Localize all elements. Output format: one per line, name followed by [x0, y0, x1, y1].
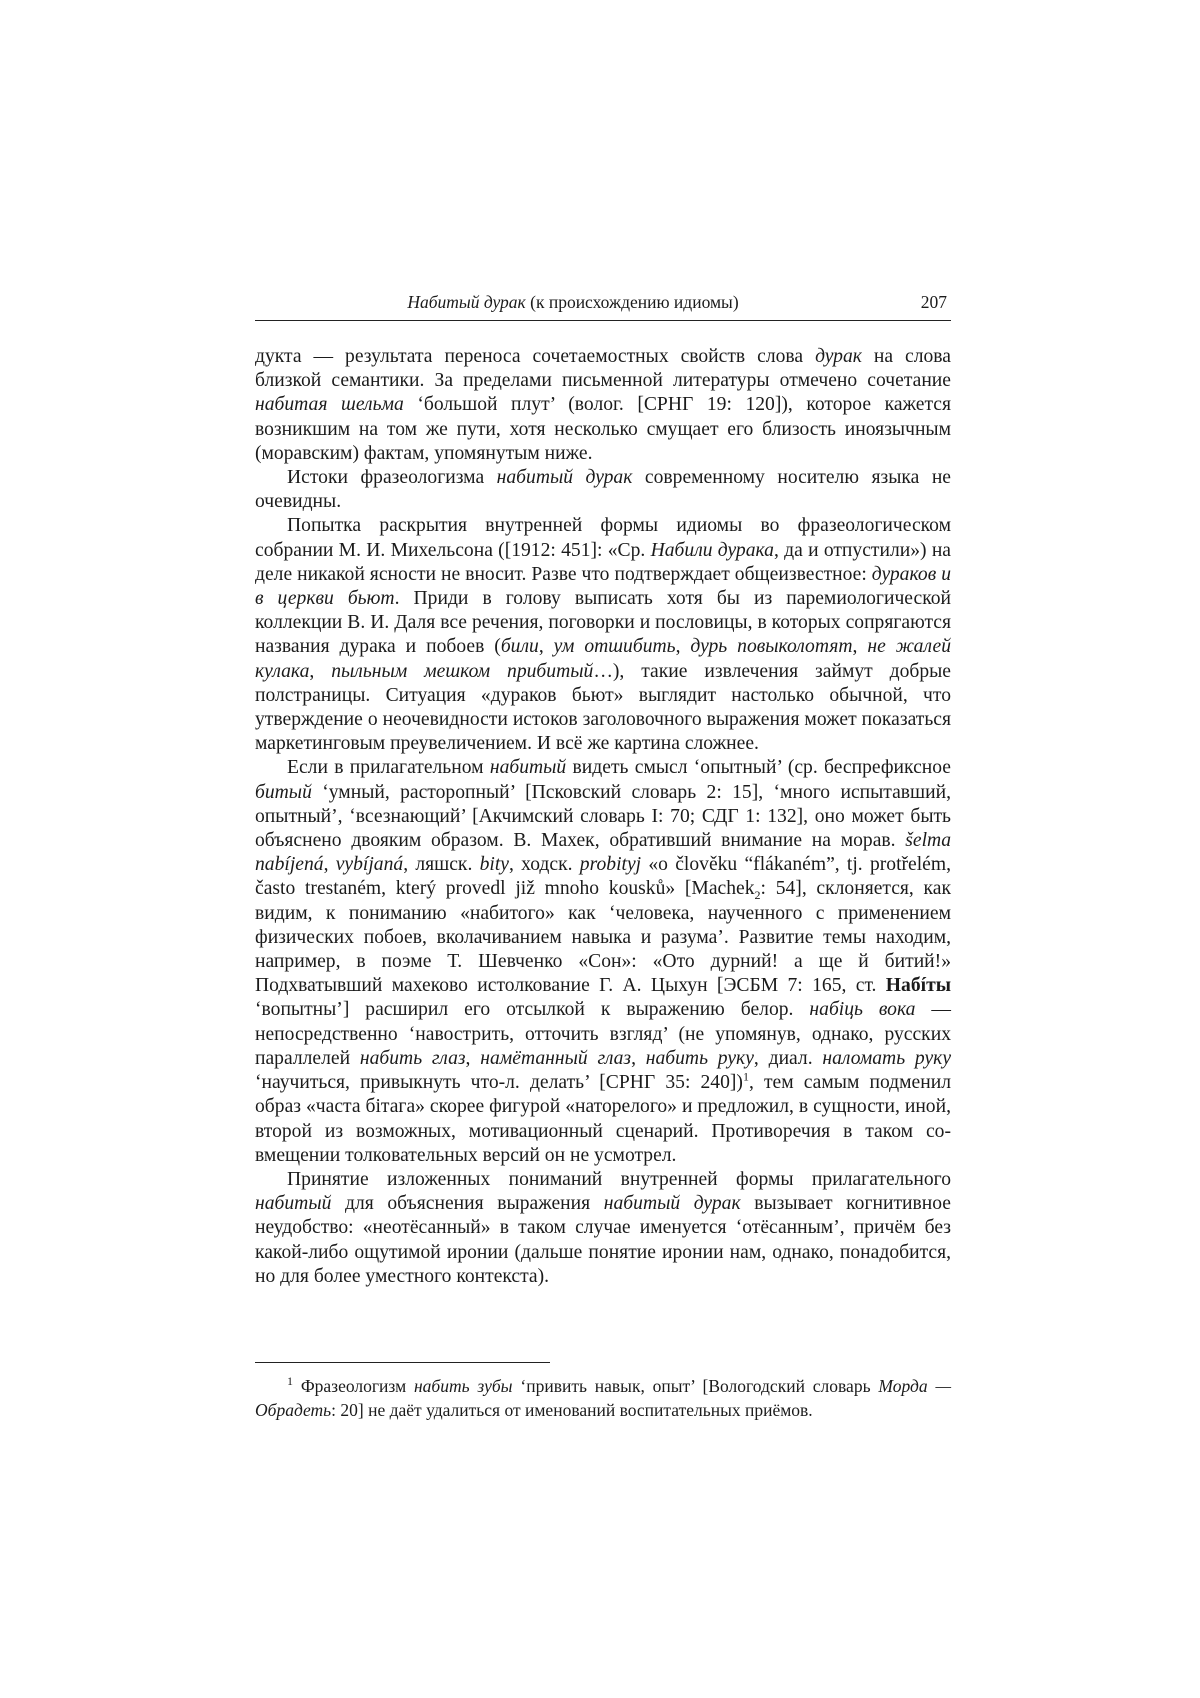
italic-term: намётанный глаз — [480, 1047, 632, 1069]
text-run: видеть смысл ‘опытный’ (ср. беспрефиксное — [566, 757, 951, 779]
text-run: : 20] не даёт удалиться от именований воспитательных приёмов. — [331, 1400, 813, 1420]
italic-term: набитый дурак — [603, 1193, 741, 1215]
text-run: Принятие изложенных пониманий внутренней формы прилагательного — [287, 1168, 951, 1190]
paragraph-2 — [255, 466, 951, 514]
text-run: ‘научиться, привыкнуть что-л. делать’ [СРНГ 35: 240]) — [255, 1072, 743, 1094]
subscript-index: 2 — [754, 888, 761, 903]
text-run: Если в прилагательном — [287, 757, 490, 779]
header-title-rest: (к происхождению идиомы) — [525, 292, 739, 312]
italic-term: набитый — [255, 1193, 332, 1215]
italic-term: набитая шельма — [255, 394, 404, 416]
italic-term: дурь повыколотят — [690, 636, 853, 658]
text-run: : 54], склоняется, как видим, к пониманию «набитого» как ‘человека, наученного с применением физических побоев, вколачиванием навыка и разума’. Развитие темы находим, например, в поэме Т. Шевченко «Сон»: «Ото дурний! а ще й битий!» Подхватывший махеково истолкование Г. А. Цыхун [ЭСБМ 7: 165, ст. — [255, 878, 951, 997]
footnote-reference[interactable]: 1 — [742, 1069, 749, 1084]
italic-term: били — [500, 636, 539, 658]
text-run: ‘умный, расторопный’ [Псковский словарь 2: 15], ‘много испытавший, опытный’, ‘всезнающий’ [Акчимский словарь I: 70; СДГ 1: 132], оно может быть объяснено двояким образом. В. Махек, обративший внимание на морав. — [255, 781, 951, 852]
italic-term: набитый — [489, 757, 567, 779]
text-run: ‘вопытны’] расширил его отсылкой к выражению белор. — [255, 999, 810, 1021]
footnote-separator — [255, 1362, 550, 1363]
text-run: , — [631, 1047, 646, 1069]
text-run: , — [675, 636, 691, 658]
header-title — [255, 290, 891, 314]
paragraph-5 — [255, 1168, 951, 1289]
text-run: , — [309, 660, 332, 682]
page-number: 207 — [920, 292, 947, 312]
text-run: ‘большой плут’ (волог. [СРНГ 19: 120]), которое кажется возникшим на том же пути, хотя несколько смущает его близость иноязычным (моравским) фактам, упомянутым ниже. — [255, 394, 952, 464]
main-text — [255, 345, 951, 1289]
paragraph-1 — [255, 345, 951, 466]
italic-term: набитый дурак — [496, 467, 633, 489]
running-header — [255, 290, 951, 321]
italic-term: bity — [479, 854, 509, 876]
text-run: , ляшск. — [403, 854, 480, 876]
text-run: дукта — результата переноса сочетаемостных свойств слова — [255, 346, 816, 367]
italic-term: наломать руку — [822, 1047, 952, 1069]
text-run: , — [852, 636, 868, 658]
text-run: , ходск. — [509, 854, 580, 876]
paragraph-4 — [255, 756, 951, 1167]
text-run: , диал. — [753, 1047, 823, 1069]
text-run: , — [465, 1047, 481, 1069]
paragraph-3 — [255, 514, 951, 756]
footnote-marker: 1 — [287, 1374, 293, 1389]
italic-term: probityj — [579, 854, 642, 876]
header-title-italic: Набитый дурак — [407, 292, 526, 312]
text-run: , тем самым подменил образ «часта бітага» скорее фигурой «наторелого» и предложил, в сущности, иной, второй из возможных, мотивационный сценарий. Противоречия в таком совмещении толковательных версий он не усмотрел. — [255, 1072, 951, 1166]
text-run: Истоки фразеологизма — [287, 467, 497, 489]
italic-term: дурак — [815, 346, 862, 367]
text-run: , — [538, 636, 554, 658]
text-run: . Приди в голову выписать хотя бы из паремиологической коллекции В. И. Даля все речения, поговорки и пословицы, в которых сопрягаются названия дурака и побоев ( — [255, 588, 951, 658]
text-run: «o člověku “flákaném”, tj. protřelém, často trestaném, který provedl již mnoho kousků» [Machek — [255, 854, 952, 900]
italic-term: дураков и в церкви бьют — [255, 563, 951, 610]
italic-term: набить руку — [645, 1047, 754, 1069]
text-run: современному носителю языка не очевидны. — [255, 467, 952, 513]
text-run: вызывает когнитивное неудобство: «неотёсанный» в таком случае именуется ‘отёсанным’, причём без какой-либо ощутимой иронии (дальше понятие иронии нам, однако, понадобится, но для более уместного контекста). — [255, 1193, 951, 1287]
italic-term: битый — [255, 781, 312, 803]
italic-term: Набили дурака — [650, 539, 774, 561]
italic-term: не жалей кулака — [255, 636, 951, 682]
text-run: , — [323, 854, 336, 876]
italic-term: šelma nabíjená — [255, 830, 951, 876]
text-run: Попытка раскрытия внутренней формы идиомы во фразеологическом собрании М. И. Михельсона ([1912: 451]: «Ср. — [255, 515, 951, 561]
italic-term: набить зубы — [413, 1376, 513, 1396]
text-run: для объяснения выражения — [331, 1193, 604, 1215]
italic-term: vybíjaná — [335, 854, 404, 876]
text-run: — непосредственно ‘навострить, отточить взгляд’ (не упомянув, однако, русских параллелей — [255, 999, 951, 1069]
italic-term: пыльным мешком прибитый — [331, 660, 594, 682]
bold-headword: Набíты — [885, 975, 951, 997]
text-run: , да и отпустили») на деле никакой ясности не вносит. Разве что подтверждает общеизвестное: — [255, 539, 951, 585]
text-run: Фразеологизм — [293, 1376, 414, 1396]
text-run: ‘привить навык, опыт’ [Вологодский словарь — [512, 1376, 879, 1396]
italic-term: Морда — Обрадеть — [255, 1376, 952, 1420]
italic-term: ум отшибить — [553, 636, 676, 658]
italic-term: набить глаз — [359, 1047, 466, 1069]
italic-term: набіць вока — [809, 999, 916, 1021]
footnote-1 — [255, 1374, 951, 1422]
text-run: на слова близкой семантики. За пределами письменной литературы отмечено сочетание — [255, 346, 951, 392]
text-run: …), такие извлечения займут добрые полстраницы. Ситуация «дураков бьют» выглядит настолько обычной, что утверждение о неочевидности истоков заголовочного выражения может показаться маркетинговым преувеличением. И всё же картина сложнее. — [255, 660, 952, 755]
